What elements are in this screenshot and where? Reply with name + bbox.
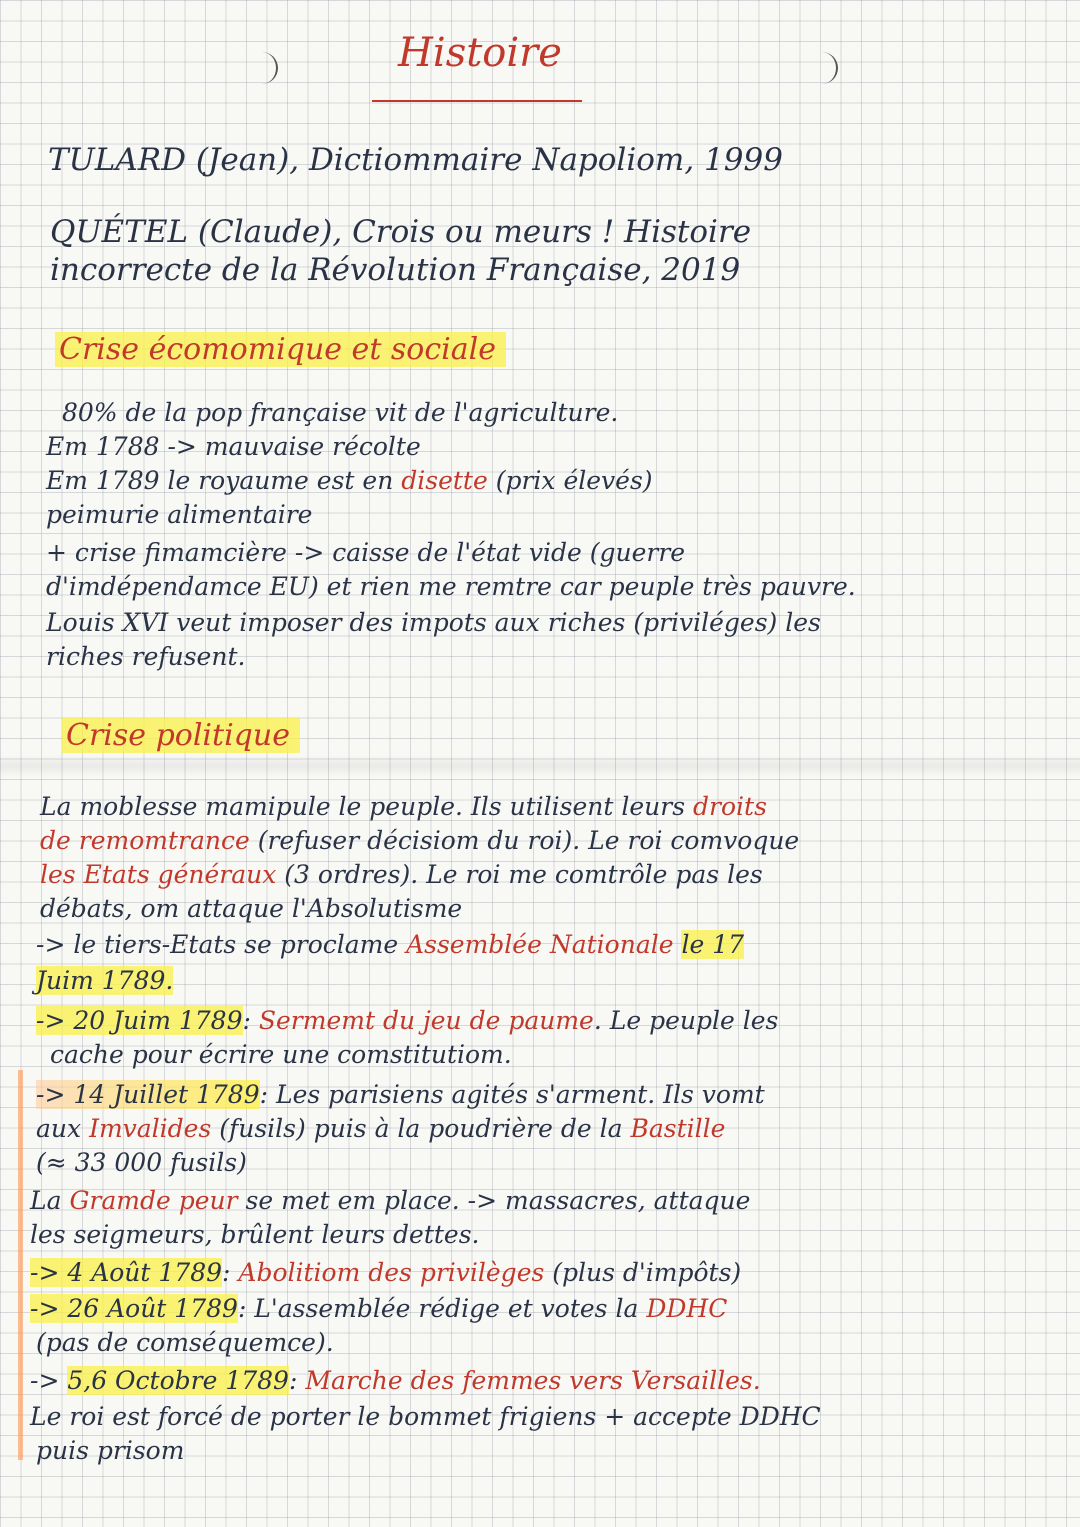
text-line	[36, 1080, 765, 1109]
text-line: (pas de comséquemce).	[36, 1328, 334, 1357]
reference-tulard: TULARD (Jean), Dictiommaire Napoliom, 1999	[48, 142, 783, 178]
date-highlight: -> 4 Août 1789	[30, 1258, 223, 1287]
date-highlight: -> 26 Août 1789	[30, 1294, 238, 1323]
term-grande-peur: Gramde peur	[69, 1186, 238, 1215]
text-line: Louis XVI veut imposer des impots aux riches (priviléges) les	[46, 608, 821, 637]
reference-quetel-line2: incorrecte de la Révolution Française, 2019	[50, 252, 741, 288]
text-line: Em 1788 -> mauvaise récolte	[46, 432, 421, 461]
term-assemblee-nationale: Assemblée Nationale	[406, 930, 674, 959]
text-segment: aux	[36, 1114, 90, 1143]
text-segment: : Les parisiens agités s'arment. Ils vomt	[259, 1080, 765, 1109]
term-etats-generaux: les Etats généraux	[40, 860, 277, 889]
heading-economic-crisis: Crise écomomique et sociale	[55, 332, 506, 367]
text-segment: La	[30, 1186, 70, 1215]
date-highlight: 5,6 Octobre 1789	[67, 1366, 289, 1395]
text-line: (≈ 33 000 fusils)	[36, 1148, 247, 1177]
term-abolition-privileges: Abolitiom des privilèges	[238, 1258, 545, 1287]
text-segment: La moblesse mamipule le peuple. Ils utilisent leurs	[40, 792, 694, 821]
text-line	[40, 826, 799, 855]
term-remontrance: de remomtrance	[40, 826, 250, 855]
text-line	[40, 860, 763, 889]
text-line	[30, 1186, 750, 1215]
text-line: débats, om attaque l'Absolutisme	[40, 894, 463, 923]
term-invalides: Imvalides	[89, 1114, 212, 1143]
text-segment: :	[222, 1258, 239, 1287]
binder-hole-right	[810, 52, 838, 84]
text-line: d'imdépendamce EU) et rien me remtre car peuple très pauvre.	[46, 572, 856, 601]
text-line: cache pour écrire une comstitutiom.	[50, 1040, 512, 1069]
text-line	[36, 1006, 778, 1035]
term-marche-femmes: Marche des femmes vers Versailles.	[305, 1366, 761, 1395]
text-segment: (refuser décisiom du roi). Le roi comvoque	[249, 826, 800, 855]
text-line: peimurie alimentaire	[46, 500, 313, 529]
text-line: riches refusent.	[46, 642, 246, 671]
heading-political-crisis: Crise politique	[62, 718, 300, 753]
text-line	[36, 966, 173, 995]
text-line	[36, 1114, 725, 1143]
page-title: Histoire	[398, 30, 562, 76]
date-highlight: le 17	[681, 930, 745, 959]
text-segment: (3 ordres). Le roi me comtrôle pas les	[276, 860, 763, 889]
term-serment-jeu-de-paume: Sermemt du jeu de paume	[258, 1006, 594, 1035]
text-line	[36, 930, 744, 959]
text-segment: :	[288, 1366, 306, 1395]
text-line	[30, 1366, 761, 1395]
text-line	[30, 1294, 727, 1323]
margin-highlight-bar	[18, 1070, 23, 1460]
text-segment: : L'assemblée rédige et votes la	[237, 1294, 647, 1323]
title-underline	[372, 100, 582, 102]
text-segment: se met em place. -> massacres, attaque	[237, 1186, 751, 1215]
text-segment: -> le tiers-Etats se proclame	[36, 930, 407, 959]
date-highlight: -> 14 Juillet 1789	[36, 1080, 260, 1109]
paper-fold	[0, 755, 1080, 777]
text-line: les seigmeurs, brûlent leurs dettes.	[30, 1220, 480, 1249]
text-line	[30, 1258, 741, 1287]
text-segment: (plus d'impôts)	[544, 1258, 742, 1287]
text-segment: . Le peuple les	[593, 1006, 779, 1035]
text-line	[46, 466, 653, 495]
term-disette: disette	[401, 466, 488, 495]
term-ddhc: DDHC	[646, 1294, 728, 1323]
date-highlight: Juim 1789.	[36, 966, 174, 995]
text-segment: (fusils) puis à la poudrière de la	[211, 1114, 631, 1143]
term-bastille: Bastille	[630, 1114, 726, 1143]
text-line: puis prisom	[36, 1436, 185, 1465]
text-segment: :	[242, 1006, 259, 1035]
text-line	[40, 792, 767, 821]
date-highlight: -> 20 Juim 1789	[36, 1006, 243, 1035]
text-segment: (prix élevés)	[487, 466, 653, 495]
text-line: 80% de la pop française vit de l'agriculture.	[62, 398, 619, 427]
text-segment: ->	[30, 1366, 68, 1395]
term-droits: droits	[693, 792, 767, 821]
text-line: + crise fimamcière -> caisse de l'état vide (guerre	[46, 538, 686, 567]
text-segment: Em 1789 le royaume est en	[46, 466, 402, 495]
text-line: Le roi est forcé de porter le bommet frigiens + accepte DDHC	[30, 1402, 821, 1431]
binder-hole-left	[250, 52, 278, 84]
reference-quetel-line1: QUÉTEL (Claude), Crois ou meurs ! Histoire	[50, 214, 752, 250]
